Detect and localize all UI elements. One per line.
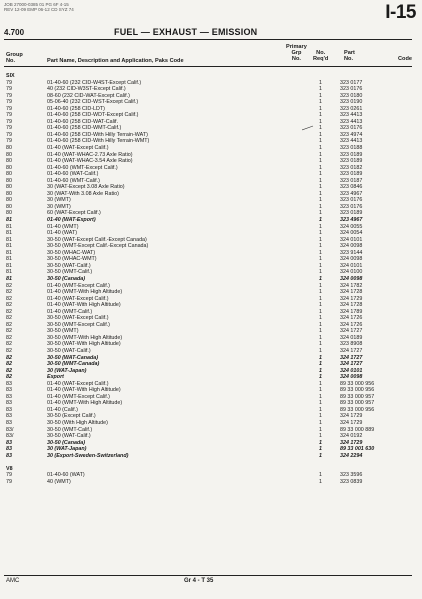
part-no-cell: 324 0101 [340, 262, 363, 269]
description-cell: 30-50 (WMT-Canada) [47, 361, 100, 368]
group-no-cell: 81 [6, 256, 12, 263]
group-no-cell: 81 [6, 249, 12, 256]
qty-cell: 1 [319, 131, 322, 138]
description-cell: 30-50 (WAT-Except Calif.) [47, 315, 109, 322]
description-cell: 01-40-60 (258 CID-WDT-Except Calif.) [47, 112, 139, 119]
qty-cell: 1 [319, 223, 322, 230]
section-number: 4.700 [4, 28, 25, 37]
description-cell: 30-50 (WAT-Calif.) [47, 433, 91, 440]
part-no-cell: 323 4413 [340, 138, 363, 145]
qty-cell: 1 [319, 426, 322, 433]
qty-cell: 1 [319, 387, 322, 394]
qty-cell: 1 [319, 282, 322, 289]
footer-publisher: AMC [6, 578, 20, 584]
part-no-cell: 324 0101 [340, 367, 363, 374]
description-cell: 01-40 (WAT-Except Calif.) [47, 145, 109, 152]
group-no-cell: 80 [6, 184, 12, 191]
description-cell: 30-50 (WHAC-WMT) [47, 256, 97, 263]
col-part-no: Part No. [344, 50, 355, 62]
description-cell: 08-60 (232 CID-WAT-Except Calif.) [47, 92, 130, 99]
group-no-cell: 83 [6, 419, 12, 426]
footer-rule [4, 575, 412, 576]
qty-cell: 1 [319, 256, 322, 263]
group-no-cell: 80 [6, 171, 12, 178]
part-no-cell: 323 0176 [340, 203, 363, 210]
description-cell: 30 (WMT) [47, 197, 71, 204]
table-row [4, 479, 412, 486]
qty-cell: 1 [319, 184, 322, 191]
group-no-cell: 82 [6, 321, 12, 328]
qty-cell: 1 [319, 275, 322, 282]
job-line-1: JOB 27000-0385 01 PG 6F 4-15 [4, 2, 69, 7]
qty-cell: 1 [319, 151, 322, 158]
qty-cell: 1 [319, 295, 322, 302]
group-no-cell: 83 [6, 400, 12, 407]
description-cell: 30-50 (Except Calif.) [47, 413, 96, 420]
description-cell: 30 (WMT) [47, 203, 71, 210]
description-cell: 01-40 (Calif.) [47, 406, 78, 413]
qty-cell: 1 [319, 86, 322, 93]
qty-cell: 1 [319, 164, 322, 171]
group-no-cell: 83 [6, 452, 12, 459]
parts-table [4, 73, 412, 485]
part-no-cell: 323 4967 [340, 190, 363, 197]
description-cell: 01-40 (WAT-Except Calif.) [47, 295, 109, 302]
description-cell: 30-50 (WMT) [47, 328, 79, 335]
description-cell: 30 (WAT-Japan) [47, 367, 87, 374]
group-no-cell: 83 [6, 393, 12, 400]
group-no-cell: 83 [6, 380, 12, 387]
group-no-cell: 80 [6, 164, 12, 171]
qty-cell: 1 [319, 400, 322, 407]
part-no-cell: 324 0192 [340, 433, 363, 440]
part-no-cell: 324 1729 [340, 439, 363, 446]
group-no-cell: 82 [6, 295, 12, 302]
group-no-cell: 80 [6, 203, 12, 210]
group-no-cell: 82 [6, 282, 12, 289]
qty-cell: 1 [319, 171, 322, 178]
header-rule [4, 66, 412, 67]
group-no-cell: SIX [6, 73, 15, 79]
part-no-cell: 89 33 001 630 [340, 446, 375, 453]
section-title: FUEL — EXHAUST — EMISSION [114, 27, 258, 37]
description-cell: 01-40-60 (258 CID-With Hilly Terrain-WAT) [47, 131, 148, 138]
part-no-cell: 324 0055 [340, 223, 363, 230]
description-cell: 01-40-60 (WAT-Calif.) [47, 171, 99, 178]
description-cell: 01-40-60 (258 CID-With Hilly Terrain-WMT) [47, 138, 150, 145]
group-no-cell: 83/ [6, 433, 14, 440]
group-no-cell: 79 [6, 478, 12, 485]
qty-cell: 1 [319, 446, 322, 453]
group-no-cell: 82 [6, 374, 12, 381]
part-no-cell: 324 1729 [340, 413, 363, 420]
group-no-cell: 82 [6, 354, 12, 361]
qty-cell: 1 [319, 308, 322, 315]
description-cell: 01-40 (WMT-With High Altitude) [47, 400, 123, 407]
part-no-cell: 324 1727 [340, 354, 363, 361]
col-code: Code [398, 56, 412, 62]
qty-cell: 1 [319, 138, 322, 145]
group-no-cell: 82 [6, 367, 12, 374]
part-no-cell: 324 1729 [340, 295, 363, 302]
part-no-cell: 323 0261 [340, 105, 363, 112]
part-no-cell: 324 1726 [340, 315, 363, 322]
part-no-cell: 324 1727 [340, 347, 363, 354]
part-no-cell: 323 0176 [340, 125, 363, 132]
part-no-cell: 324 1729 [340, 419, 363, 426]
description-cell: 30 (WAT-Except 3.08 Axle Ratio) [47, 184, 125, 191]
description-cell: 01-40-60 (WMT-Calif.) [47, 177, 100, 184]
description-cell: 30-50 (WAT-Except Calif.-Except Canada) [47, 236, 147, 243]
qty-cell: 1 [319, 315, 322, 322]
group-no-cell: 82 [6, 341, 12, 348]
part-no-cell: 323 0190 [340, 99, 363, 106]
group-no-cell: 79 [6, 472, 12, 479]
part-no-cell: 324 0098 [340, 275, 363, 282]
part-no-cell: 324 0189 [340, 334, 363, 341]
qty-cell: 1 [319, 158, 322, 165]
description-cell: 01-40-60 (WMT-Except Calif.) [47, 164, 118, 171]
qty-cell: 1 [319, 177, 322, 184]
description-cell: 30-50 (WAT-Calif.) [47, 347, 91, 354]
qty-cell: 1 [319, 354, 322, 361]
group-no-cell: 80 [6, 197, 12, 204]
group-no-cell: 83 [6, 439, 12, 446]
part-no-cell: 324 0098 [340, 256, 363, 263]
qty-cell: 1 [319, 289, 322, 296]
group-no-cell: 80 [6, 190, 12, 197]
qty-cell: 1 [319, 145, 322, 152]
group-no-cell: 79 [6, 118, 12, 125]
description-cell: 30-50 (WAT-Calif.) [47, 262, 91, 269]
group-no-cell: 82 [6, 334, 12, 341]
part-no-cell: 324 1727 [340, 328, 363, 335]
description-cell: 01-40 (WAT-Export) [47, 217, 96, 224]
description-cell: 05-06-40 (232 CID-WST-Except Calif.) [47, 99, 139, 106]
description-cell: 01-40 (WAT) [47, 230, 77, 237]
description-cell: 30-50 (WMT-With High Altitude) [47, 334, 123, 341]
group-no-cell: 80 [6, 145, 12, 152]
description-cell: 01-40-60 (258 CID-WMT-Calif.) [47, 125, 122, 132]
group-no-cell: 82 [6, 328, 12, 335]
part-no-cell: 324 1782 [340, 282, 363, 289]
part-no-cell: 323 3596 [340, 472, 363, 479]
qty-cell: 1 [319, 243, 322, 250]
part-no-cell: 324 0101 [340, 236, 363, 243]
col-primary-grp: Primary Grp No. [286, 44, 307, 62]
part-no-cell: 323 0176 [340, 86, 363, 93]
description-cell: 30-50 (WAT-Canada) [47, 354, 98, 361]
part-no-cell: 324 1726 [340, 321, 363, 328]
group-no-cell: 79 [6, 138, 12, 145]
group-no-cell: 81 [6, 223, 12, 230]
part-no-cell: 89 33 000 956 [340, 406, 375, 413]
qty-cell: 1 [319, 452, 322, 459]
description-cell: 30-50 (WAT-With High Altitude) [47, 341, 121, 348]
job-line-2: REV 12-09 EMP 06-12 CD SYZ 74 [4, 7, 74, 12]
description-cell: 40 (WMT) [47, 478, 71, 485]
group-no-cell: 80 [6, 151, 12, 158]
qty-cell: 1 [319, 203, 322, 210]
description-cell: 30-50 (WMT-Except Calif.) [47, 321, 110, 328]
part-no-cell: 324 0100 [340, 269, 363, 276]
group-no-cell: 82 [6, 308, 12, 315]
qty-cell: 1 [319, 406, 322, 413]
description-cell: 30-50 (Canada) [47, 275, 86, 282]
part-no-cell: 324 1727 [340, 361, 363, 368]
qty-cell: 1 [319, 413, 322, 420]
group-no-cell: 82 [6, 315, 12, 322]
description-cell: 01-40 (WMT-Except Calif.) [47, 282, 110, 289]
footer-group-ref: Gr 4 - T 35 [184, 578, 214, 584]
qty-cell: 1 [319, 79, 322, 86]
group-no-cell: 79 [6, 112, 12, 119]
qty-cell: 1 [319, 269, 322, 276]
group-no-cell: 80 [6, 177, 12, 184]
description-cell: 01-40-60 (WAT) [47, 472, 85, 479]
description-cell: 30-50 (WMT-Calif.) [47, 269, 93, 276]
part-no-cell: 323 0188 [340, 145, 363, 152]
group-no-cell: 83/ [6, 426, 14, 433]
part-no-cell: 323 4974 [340, 131, 363, 138]
part-no-cell: 324 0098 [340, 374, 363, 381]
col-part-name: Part Name, Description and Application, Paks Code [47, 58, 184, 64]
group-no-cell: 83 [6, 413, 12, 420]
group-no-cell: 82 [6, 289, 12, 296]
part-no-cell: 323 4967 [340, 217, 363, 224]
part-no-cell: 323 4413 [340, 112, 363, 119]
description-cell: 01-40 (WAT-With High Altitude) [47, 387, 121, 394]
qty-cell: 1 [319, 419, 322, 426]
part-no-cell: 323 0189 [340, 171, 363, 178]
part-no-cell: 324 2294 [340, 452, 363, 459]
part-no-cell: 89 33 000 957 [340, 393, 375, 400]
qty-cell: 1 [319, 249, 322, 256]
description-cell: 30-50 (WMT-Calif.) [47, 426, 93, 433]
description-cell: 30 (Export-Sweden-Switzerland) [47, 452, 129, 459]
qty-cell: 1 [319, 302, 322, 309]
qty-cell: 1 [319, 210, 322, 217]
group-no-cell: 80 [6, 210, 12, 217]
description-cell: 01-40-60 (258 CID-WAT-Calif. [47, 118, 118, 125]
qty-cell: 1 [319, 380, 322, 387]
qty-cell: 1 [319, 433, 322, 440]
part-no-cell: 324 0054 [340, 230, 363, 237]
qty-cell: 1 [319, 92, 322, 99]
group-no-cell: 79 [6, 99, 12, 106]
description-cell: 01-40 (WMT-Calif.) [47, 308, 93, 315]
qty-cell: 1 [319, 472, 322, 479]
description-cell: 30-50 (With High Altitude) [47, 419, 108, 426]
qty-cell: 1 [319, 361, 322, 368]
qty-cell: 1 [319, 230, 322, 237]
pen-check-mark [302, 125, 314, 131]
group-no-cell: 79 [6, 125, 12, 132]
part-no-cell: 323 0189 [340, 210, 363, 217]
description-cell: 30 (WAT-With 3.08 Axle Ratio) [47, 190, 119, 197]
part-no-cell: 89 33 000 889 [340, 426, 375, 433]
group-no-cell: 79 [6, 86, 12, 93]
description-cell: 01-40 (WAT-WHAC-2.73 Axle Ratio) [47, 151, 133, 158]
qty-cell: 1 [319, 190, 322, 197]
group-no-cell: 81 [6, 236, 12, 243]
part-no-cell: 324 1728 [340, 289, 363, 296]
description-cell: 01-40-60 (232 CID-W4ST-Except Calif.) [47, 79, 142, 86]
group-no-cell: 81 [6, 217, 12, 224]
qty-cell: 1 [319, 374, 322, 381]
description-cell: 30-50 (WHAC-WAT) [47, 249, 96, 256]
part-no-cell: 323 4413 [340, 118, 363, 125]
part-no-cell: 323 8908 [340, 341, 363, 348]
part-no-cell: 89 33 000 956 [340, 380, 375, 387]
part-no-cell: 323 0846 [340, 184, 363, 191]
group-no-cell: 83 [6, 446, 12, 453]
part-no-cell: 323 0177 [340, 79, 363, 86]
col-no-reqd: No. Req'd [313, 50, 329, 62]
description-cell: 40 (232 CID-W3ST-Except Calif.) [47, 86, 126, 93]
qty-cell: 1 [319, 393, 322, 400]
qty-cell: 1 [319, 112, 322, 119]
page-number: I-15 [385, 2, 416, 23]
description-cell: 30 (WAT-Japan) [47, 446, 87, 453]
group-no-cell: 81 [6, 269, 12, 276]
qty-cell: 1 [319, 367, 322, 374]
qty-cell: 1 [319, 217, 322, 224]
group-no-cell: 82 [6, 302, 12, 309]
description-cell: 01-40 (WAT-Except Calif.) [47, 380, 109, 387]
description-cell: 01-40 (WMT) [47, 223, 79, 230]
group-no-cell: 79 [6, 131, 12, 138]
part-no-cell: 324 0098 [340, 243, 363, 250]
qty-cell: 1 [319, 105, 322, 112]
group-no-cell: 81 [6, 230, 12, 237]
qty-cell: 1 [319, 262, 322, 269]
description-cell: 60 (WAT-Except Calif.) [47, 210, 101, 217]
group-no-cell: 81 [6, 243, 12, 250]
part-no-cell: 324 1728 [340, 302, 363, 309]
description-cell: 01-40 (WAT-With High Altitude) [47, 302, 121, 309]
group-no-cell: 83 [6, 406, 12, 413]
qty-cell: 1 [319, 99, 322, 106]
description-cell: Export [47, 374, 64, 381]
qty-cell: 1 [319, 341, 322, 348]
qty-cell: 1 [319, 236, 322, 243]
group-no-cell: V8 [6, 465, 13, 472]
group-no-cell: 79 [6, 79, 12, 86]
section-rule [4, 39, 412, 40]
qty-cell: 1 [319, 118, 322, 125]
description-cell: 01-40 (WMT-Except Calif.) [47, 393, 110, 400]
description-cell: 30-50 (Canada) [47, 439, 86, 446]
description-cell: 01-40 (WMT-With High Altitude) [47, 289, 123, 296]
qty-cell: 1 [319, 197, 322, 204]
qty-cell: 1 [319, 125, 322, 132]
part-no-cell: 324 1789 [340, 308, 363, 315]
part-no-cell: 323 0187 [340, 177, 363, 184]
qty-cell: 1 [319, 328, 322, 335]
section-header [4, 26, 412, 38]
part-no-cell: 323 9144 [340, 249, 363, 256]
description-cell: 30-50 (WMT-Except Calif.-Except Canada) [47, 243, 149, 250]
part-no-cell: 323 0182 [340, 164, 363, 171]
part-no-cell: 323 0839 [340, 478, 363, 485]
qty-cell: 1 [319, 478, 322, 485]
part-no-cell: 323 0180 [340, 92, 363, 99]
group-no-cell: 79 [6, 92, 12, 99]
group-no-cell: 81 [6, 275, 12, 282]
group-no-cell: 80 [6, 158, 12, 165]
part-no-cell: 323 0189 [340, 158, 363, 165]
group-no-cell: 82 [6, 347, 12, 354]
qty-cell: 1 [319, 321, 322, 328]
part-no-cell: 323 0189 [340, 151, 363, 158]
group-no-cell: 83 [6, 387, 12, 394]
group-no-cell: 82 [6, 361, 12, 368]
part-no-cell: 323 0176 [340, 197, 363, 204]
part-no-cell: 89 33 000 957 [340, 400, 375, 407]
description-cell: 01-40 (WAT-WHAC-3.54 Axle Ratio) [47, 158, 133, 165]
qty-cell: 1 [319, 347, 322, 354]
group-no-cell: 79 [6, 105, 12, 112]
qty-cell: 1 [319, 334, 322, 341]
job-header [4, 2, 74, 12]
qty-cell: 1 [319, 439, 322, 446]
part-no-cell: 89 33 000 956 [340, 387, 375, 394]
col-group-no: Group No. [6, 52, 23, 64]
description-cell: 01-40-60 (258 CID-LDT) [47, 105, 105, 112]
group-no-cell: 81 [6, 262, 12, 269]
